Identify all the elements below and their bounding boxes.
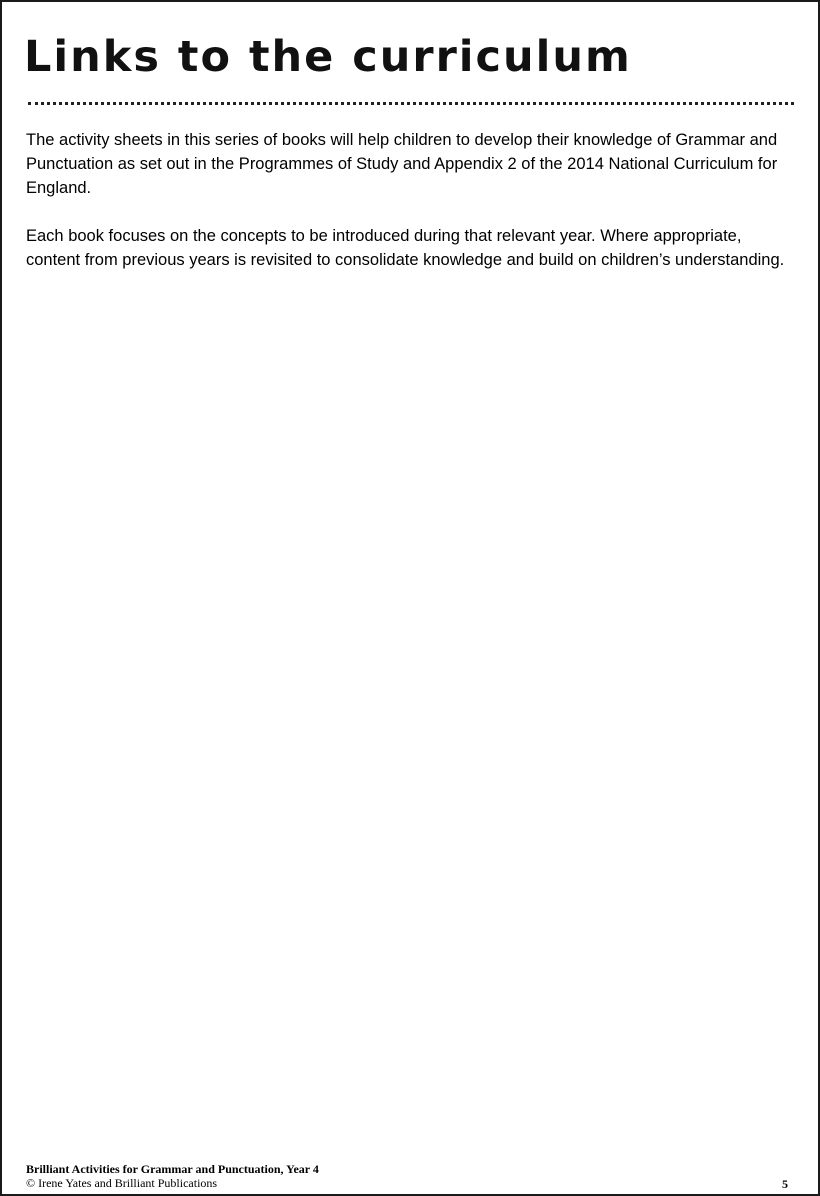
- page-title: Links to the curriculum: [24, 32, 632, 82]
- footer-book-title: Brilliant Activities for Grammar and Punctuation, Year 4: [26, 1162, 319, 1176]
- footer-copyright: © Irene Yates and Brilliant Publications: [26, 1176, 218, 1190]
- page-number: 5: [782, 1177, 788, 1191]
- footer-credits: [26, 1162, 319, 1190]
- paragraph: The activity sheets in this series of books will help children to develop their knowledge of Grammar and Punctuation as set out in the Programmes of Study and Appendix 2 of the 2014 National Curriculum for England.: [26, 131, 778, 197]
- body-text: [26, 128, 796, 296]
- dotted-divider: [28, 102, 794, 105]
- paragraph: Each book focuses on the concepts to be introduced during that relevant year. Where appropriate, content from previous years is revisited to consolidate knowledge and build on children’s understanding.: [26, 227, 785, 269]
